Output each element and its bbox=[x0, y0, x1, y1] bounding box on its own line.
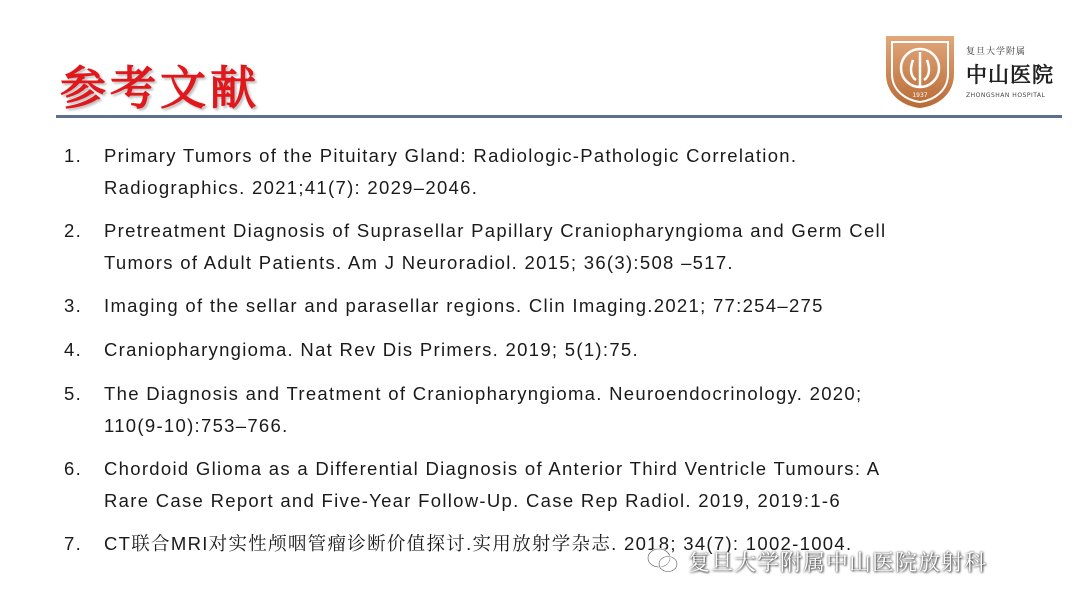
logo-year: 1937 bbox=[912, 92, 928, 99]
reference-number: 5. bbox=[64, 383, 83, 404]
reference-item-3 bbox=[64, 290, 1024, 322]
reference-text-line: CT联合MRI对实性颅咽管瘤诊断价值探讨.实用放射学杂志. 2018; 34(7): 1002-1004. bbox=[104, 533, 853, 554]
reference-text-line: The Diagnosis and Treatment of Craniopharyngioma. Neuroendocrinology. 2020; bbox=[104, 383, 863, 404]
reference-item-1 bbox=[64, 140, 1024, 204]
wechat-icon bbox=[646, 546, 680, 576]
reference-item-5 bbox=[64, 378, 1024, 442]
reference-list bbox=[64, 140, 1024, 572]
wechat-watermark bbox=[646, 543, 987, 579]
title-divider bbox=[56, 115, 1062, 118]
logo-text bbox=[966, 44, 1066, 99]
reference-text-line: Tumors of Adult Patients. Am J Neuroradiol. 2015; 36(3):508 –517. bbox=[104, 252, 734, 273]
logo-line2: 中山医院 bbox=[966, 63, 1054, 87]
logo-line1: 复旦大学附属 bbox=[966, 47, 1027, 57]
reference-text-line: Primary Tumors of the Pituitary Gland: Radiologic-Pathologic Correlation. bbox=[104, 145, 798, 166]
reference-text-line: Chordoid Glioma as a Differential Diagnosis of Anterior Third Ventricle Tumours: A bbox=[104, 458, 881, 479]
reference-item-2 bbox=[64, 215, 1024, 279]
reference-text-line: Pretreatment Diagnosis of Suprasellar Papillary Craniopharyngioma and Germ Cell bbox=[104, 220, 887, 241]
reference-text-line: Craniopharyngioma. Nat Rev Dis Primers. 2019; 5(1):75. bbox=[104, 339, 639, 360]
reference-number: 6. bbox=[64, 458, 83, 479]
reference-item-4 bbox=[64, 334, 1024, 366]
reference-number: 3. bbox=[64, 295, 83, 316]
reference-number: 1. bbox=[64, 145, 83, 166]
watermark-text: 复旦大学附属中山医院放射科 bbox=[688, 550, 988, 576]
reference-text-line: Radiographics. 2021;41(7): 2029–2046. bbox=[104, 177, 479, 198]
slide-title: 参考文献 bbox=[60, 61, 260, 115]
reference-text-line: Imaging of the sellar and parasellar regions. Clin Imaging.2021; 77:254–275 bbox=[104, 295, 824, 316]
hospital-emblem-icon bbox=[880, 30, 960, 110]
reference-number: 2. bbox=[64, 220, 83, 241]
reference-text-line: Rare Case Report and Five-Year Follow-Up. Case Rep Radiol. 2019, 2019:1-6 bbox=[104, 490, 841, 511]
reference-item-6 bbox=[64, 453, 1024, 517]
reference-number: 7. bbox=[64, 533, 83, 554]
reference-number: 4. bbox=[64, 339, 83, 360]
logo-line3: ZHONGSHAN HOSPITAL bbox=[966, 92, 1046, 99]
reference-text-line: 110(9-10):753–766. bbox=[104, 415, 289, 436]
